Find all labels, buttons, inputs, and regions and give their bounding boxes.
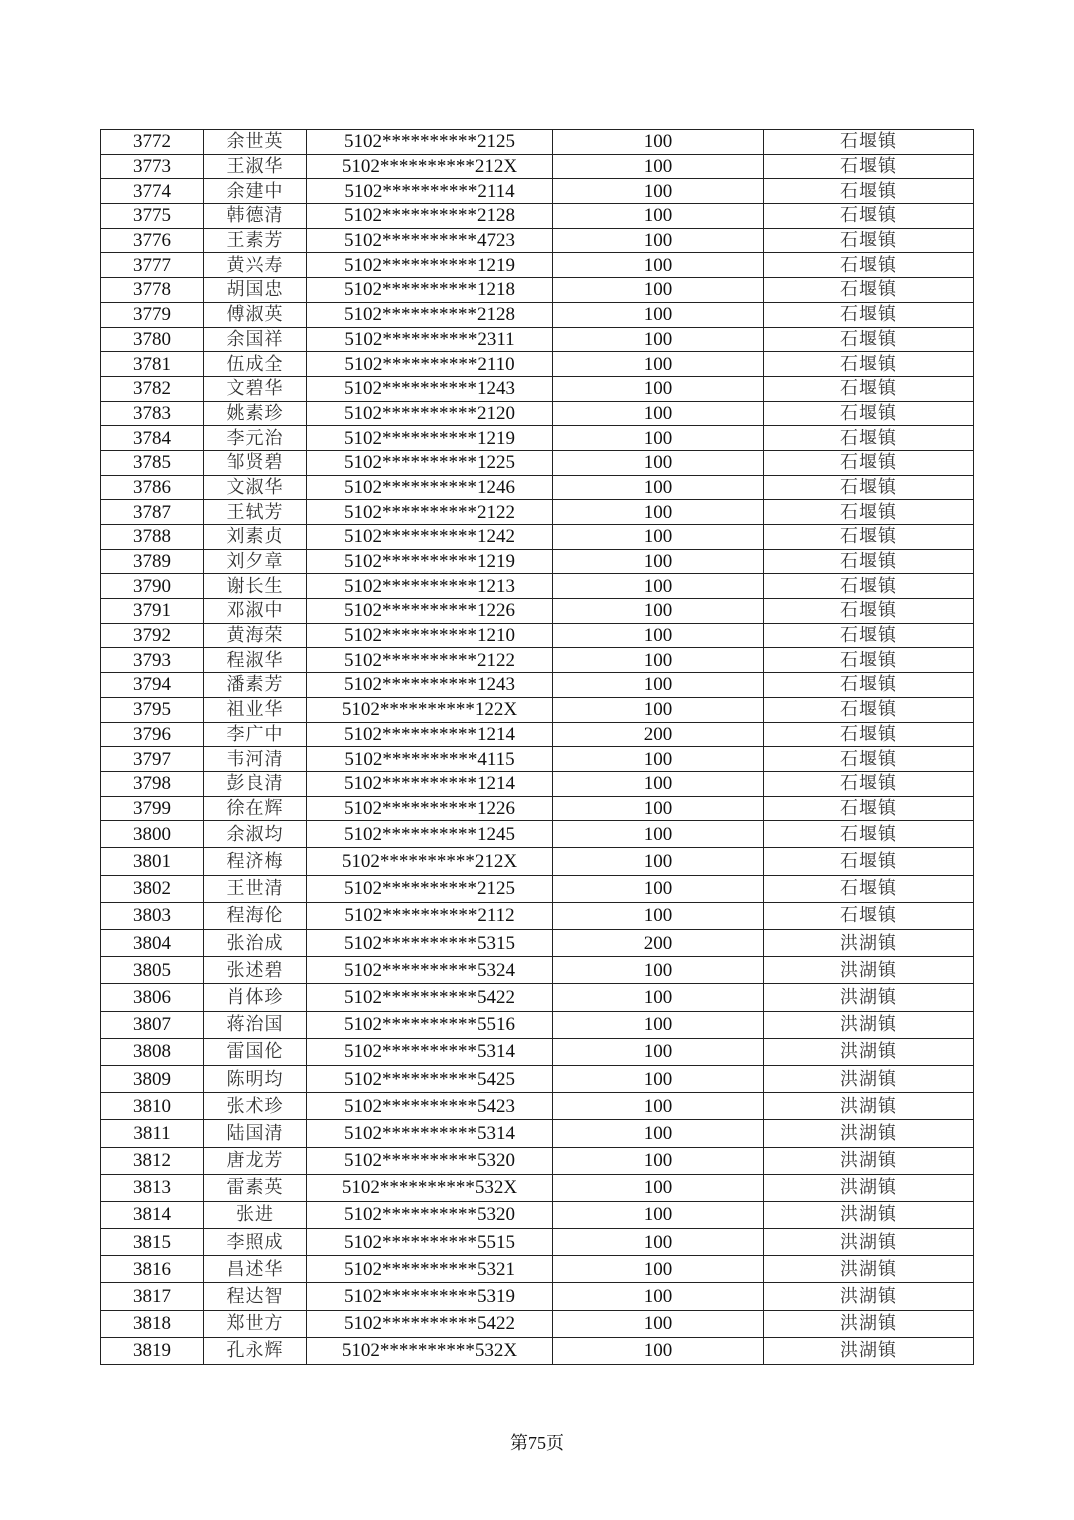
amount-cell: 100: [553, 376, 764, 401]
row-number-cell: 3792: [101, 623, 204, 648]
row-number-cell: 3774: [101, 179, 204, 204]
person-name-cell: 程达智: [204, 1283, 307, 1310]
town-cell: 石堰镇: [764, 848, 974, 875]
amount-cell: 100: [553, 747, 764, 772]
table-row: [101, 228, 974, 253]
row-number-cell: 3811: [101, 1120, 204, 1147]
table-row: [101, 154, 974, 179]
amount-cell: 100: [553, 1337, 764, 1364]
town-cell: 洪湖镇: [764, 1011, 974, 1038]
table-row: [101, 525, 974, 550]
row-number-cell: 3776: [101, 228, 204, 253]
town-cell: 石堰镇: [764, 450, 974, 475]
row-number-cell: 3804: [101, 930, 204, 957]
person-name-cell: 陈明均: [204, 1065, 307, 1092]
town-cell: 洪湖镇: [764, 1093, 974, 1120]
id-number-cell: 5102**********2110: [307, 352, 553, 377]
row-number-cell: 3781: [101, 352, 204, 377]
town-cell: 洪湖镇: [764, 1201, 974, 1228]
amount-cell: 100: [553, 204, 764, 229]
row-number-cell: 3809: [101, 1065, 204, 1092]
row-number-cell: 3793: [101, 648, 204, 673]
id-number-cell: 5102**********5324: [307, 957, 553, 984]
person-name-cell: 谢长生: [204, 574, 307, 599]
table-row: [101, 648, 974, 673]
amount-cell: 100: [553, 821, 764, 848]
id-number-cell: 5102**********2120: [307, 401, 553, 426]
row-number-cell: 3787: [101, 500, 204, 525]
amount-cell: 100: [553, 1093, 764, 1120]
row-number-cell: 3812: [101, 1147, 204, 1174]
person-name-cell: 邹贤碧: [204, 450, 307, 475]
row-number-cell: 3795: [101, 697, 204, 722]
table-row: [101, 253, 974, 278]
id-number-cell: 5102**********2125: [307, 875, 553, 902]
town-cell: 石堰镇: [764, 500, 974, 525]
amount-cell: 100: [553, 302, 764, 327]
town-cell: 石堰镇: [764, 574, 974, 599]
amount-cell: 100: [553, 401, 764, 426]
amount-cell: 100: [553, 253, 764, 278]
table-row: [101, 1310, 974, 1337]
id-number-cell: 5102**********2122: [307, 500, 553, 525]
person-name-cell: 程海伦: [204, 902, 307, 929]
id-number-cell: 5102**********1218: [307, 278, 553, 303]
table-row: [101, 179, 974, 204]
id-number-cell: 5102**********5319: [307, 1283, 553, 1310]
person-name-cell: 雷素英: [204, 1174, 307, 1201]
id-number-cell: 5102**********1243: [307, 673, 553, 698]
town-cell: 洪湖镇: [764, 1256, 974, 1283]
table-row: [101, 327, 974, 352]
person-name-cell: 黄兴寿: [204, 253, 307, 278]
person-name-cell: 雷国伦: [204, 1038, 307, 1065]
table-row: [101, 623, 974, 648]
amount-cell: 100: [553, 525, 764, 550]
id-number-cell: 5102**********5422: [307, 984, 553, 1011]
id-number-cell: 5102**********5422: [307, 1310, 553, 1337]
amount-cell: 200: [553, 930, 764, 957]
table-row: [101, 1093, 974, 1120]
table-row: [101, 1065, 974, 1092]
amount-cell: 100: [553, 130, 764, 155]
id-number-cell: 5102**********2128: [307, 302, 553, 327]
table-row: [101, 821, 974, 848]
row-number-cell: 3805: [101, 957, 204, 984]
table-row: [101, 848, 974, 875]
table-row: [101, 984, 974, 1011]
id-number-cell: 5102**********5423: [307, 1093, 553, 1120]
person-name-cell: 徐在辉: [204, 796, 307, 821]
person-name-cell: 王素芳: [204, 228, 307, 253]
person-name-cell: 唐龙芳: [204, 1147, 307, 1174]
person-name-cell: 余淑均: [204, 821, 307, 848]
amount-cell: 100: [553, 1229, 764, 1256]
id-number-cell: 5102**********532X: [307, 1337, 553, 1364]
row-number-cell: 3796: [101, 722, 204, 747]
person-name-cell: 李元治: [204, 426, 307, 451]
table-row: [101, 500, 974, 525]
amount-cell: 100: [553, 1147, 764, 1174]
id-number-cell: 5102**********5315: [307, 930, 553, 957]
table-row: [101, 1120, 974, 1147]
amount-cell: 100: [553, 278, 764, 303]
amount-cell: 100: [553, 599, 764, 624]
person-name-cell: 王世清: [204, 875, 307, 902]
amount-cell: 100: [553, 984, 764, 1011]
amount-cell: 100: [553, 875, 764, 902]
table-row: [101, 352, 974, 377]
person-name-cell: 黄海荣: [204, 623, 307, 648]
row-number-cell: 3797: [101, 747, 204, 772]
id-number-cell: 5102**********5314: [307, 1038, 553, 1065]
town-cell: 石堰镇: [764, 525, 974, 550]
table-row: [101, 1201, 974, 1228]
person-name-cell: 蒋治国: [204, 1011, 307, 1038]
id-number-cell: 5102**********5321: [307, 1256, 553, 1283]
id-number-cell: 5102**********4723: [307, 228, 553, 253]
row-number-cell: 3802: [101, 875, 204, 902]
amount-cell: 100: [553, 648, 764, 673]
row-number-cell: 3785: [101, 450, 204, 475]
person-name-cell: 王轼芳: [204, 500, 307, 525]
person-name-cell: 昌述华: [204, 1256, 307, 1283]
table-row: [101, 957, 974, 984]
table-row: [101, 278, 974, 303]
table-row: [101, 697, 974, 722]
town-cell: 洪湖镇: [764, 957, 974, 984]
amount-cell: 100: [553, 154, 764, 179]
person-name-cell: 余国祥: [204, 327, 307, 352]
id-number-cell: 5102**********1219: [307, 253, 553, 278]
row-number-cell: 3788: [101, 525, 204, 550]
amount-cell: 100: [553, 1174, 764, 1201]
row-number-cell: 3782: [101, 376, 204, 401]
id-number-cell: 5102**********5515: [307, 1229, 553, 1256]
table-row: [101, 549, 974, 574]
town-cell: 石堰镇: [764, 376, 974, 401]
person-name-cell: 文碧华: [204, 376, 307, 401]
person-name-cell: 肖体珍: [204, 984, 307, 1011]
amount-cell: 100: [553, 352, 764, 377]
town-cell: 石堰镇: [764, 327, 974, 352]
id-number-cell: 5102**********4115: [307, 747, 553, 772]
town-cell: 洪湖镇: [764, 984, 974, 1011]
row-number-cell: 3799: [101, 796, 204, 821]
amount-cell: 100: [553, 1310, 764, 1337]
amount-cell: 100: [553, 549, 764, 574]
id-number-cell: 5102**********1219: [307, 426, 553, 451]
amount-cell: 100: [553, 796, 764, 821]
id-number-cell: 5102**********1214: [307, 722, 553, 747]
row-number-cell: 3778: [101, 278, 204, 303]
row-number-cell: 3784: [101, 426, 204, 451]
town-cell: 石堰镇: [764, 549, 974, 574]
amount-cell: 100: [553, 574, 764, 599]
row-number-cell: 3800: [101, 821, 204, 848]
person-name-cell: 文淑华: [204, 475, 307, 500]
row-number-cell: 3801: [101, 848, 204, 875]
town-cell: 洪湖镇: [764, 1229, 974, 1256]
table-row: [101, 875, 974, 902]
row-number-cell: 3780: [101, 327, 204, 352]
town-cell: 石堰镇: [764, 875, 974, 902]
town-cell: 石堰镇: [764, 204, 974, 229]
person-name-cell: 王淑华: [204, 154, 307, 179]
person-name-cell: 邓淑中: [204, 599, 307, 624]
amount-cell: 100: [553, 228, 764, 253]
id-number-cell: 5102**********5320: [307, 1201, 553, 1228]
person-name-cell: 孔永辉: [204, 1337, 307, 1364]
town-cell: 石堰镇: [764, 722, 974, 747]
row-number-cell: 3790: [101, 574, 204, 599]
records-table-body: [101, 130, 974, 1365]
amount-cell: 100: [553, 1283, 764, 1310]
row-number-cell: 3808: [101, 1038, 204, 1065]
person-name-cell: 余世英: [204, 130, 307, 155]
row-number-cell: 3814: [101, 1201, 204, 1228]
table-row: [101, 376, 974, 401]
table-row: [101, 302, 974, 327]
person-name-cell: 程济梅: [204, 848, 307, 875]
id-number-cell: 5102**********1219: [307, 549, 553, 574]
id-number-cell: 5102**********1214: [307, 771, 553, 796]
amount-cell: 100: [553, 327, 764, 352]
table-row: [101, 1256, 974, 1283]
amount-cell: 100: [553, 426, 764, 451]
town-cell: 洪湖镇: [764, 1337, 974, 1364]
row-number-cell: 3798: [101, 771, 204, 796]
town-cell: 洪湖镇: [764, 1120, 974, 1147]
row-number-cell: 3794: [101, 673, 204, 698]
row-number-cell: 3779: [101, 302, 204, 327]
id-number-cell: 5102**********1245: [307, 821, 553, 848]
person-name-cell: 潘素芳: [204, 673, 307, 698]
town-cell: 洪湖镇: [764, 1065, 974, 1092]
town-cell: 洪湖镇: [764, 1174, 974, 1201]
row-number-cell: 3807: [101, 1011, 204, 1038]
id-number-cell: 5102**********2122: [307, 648, 553, 673]
person-name-cell: 张治成: [204, 930, 307, 957]
person-name-cell: 张述碧: [204, 957, 307, 984]
person-name-cell: 张术珍: [204, 1093, 307, 1120]
id-number-cell: 5102**********1213: [307, 574, 553, 599]
id-number-cell: 5102**********5320: [307, 1147, 553, 1174]
row-number-cell: 3791: [101, 599, 204, 624]
town-cell: 石堰镇: [764, 475, 974, 500]
town-cell: 石堰镇: [764, 673, 974, 698]
table-row: [101, 130, 974, 155]
id-number-cell: 5102**********5425: [307, 1065, 553, 1092]
table-row: [101, 1147, 974, 1174]
town-cell: 石堰镇: [764, 302, 974, 327]
id-number-cell: 5102**********1242: [307, 525, 553, 550]
person-name-cell: 姚素珍: [204, 401, 307, 426]
row-number-cell: 3815: [101, 1229, 204, 1256]
table-row: [101, 1229, 974, 1256]
person-name-cell: 傅淑英: [204, 302, 307, 327]
town-cell: 石堰镇: [764, 278, 974, 303]
table-row: [101, 426, 974, 451]
row-number-cell: 3818: [101, 1310, 204, 1337]
id-number-cell: 5102**********2128: [307, 204, 553, 229]
id-number-cell: 5102**********1243: [307, 376, 553, 401]
table-row: [101, 1011, 974, 1038]
table-row: [101, 747, 974, 772]
person-name-cell: 祖业华: [204, 697, 307, 722]
table-row: [101, 930, 974, 957]
town-cell: 洪湖镇: [764, 1283, 974, 1310]
row-number-cell: 3772: [101, 130, 204, 155]
id-number-cell: 5102**********212X: [307, 848, 553, 875]
person-name-cell: 刘夕章: [204, 549, 307, 574]
person-name-cell: 韩德清: [204, 204, 307, 229]
town-cell: 石堰镇: [764, 821, 974, 848]
table-row: [101, 1283, 974, 1310]
amount-cell: 200: [553, 722, 764, 747]
town-cell: 石堰镇: [764, 228, 974, 253]
town-cell: 洪湖镇: [764, 1310, 974, 1337]
table-row: [101, 1174, 974, 1201]
town-cell: 石堰镇: [764, 426, 974, 451]
table-row: [101, 475, 974, 500]
id-number-cell: 5102**********5314: [307, 1120, 553, 1147]
amount-cell: 100: [553, 1065, 764, 1092]
table-row: [101, 796, 974, 821]
id-number-cell: 5102**********1246: [307, 475, 553, 500]
person-name-cell: 刘素贞: [204, 525, 307, 550]
person-name-cell: 李广中: [204, 722, 307, 747]
amount-cell: 100: [553, 1038, 764, 1065]
amount-cell: 100: [553, 697, 764, 722]
id-number-cell: 5102**********2311: [307, 327, 553, 352]
town-cell: 石堰镇: [764, 796, 974, 821]
page-number: 第75页: [510, 1433, 564, 1453]
town-cell: 石堰镇: [764, 623, 974, 648]
town-cell: 石堰镇: [764, 179, 974, 204]
town-cell: 石堰镇: [764, 154, 974, 179]
amount-cell: 100: [553, 1011, 764, 1038]
amount-cell: 100: [553, 957, 764, 984]
amount-cell: 100: [553, 1201, 764, 1228]
table-row: [101, 574, 974, 599]
person-name-cell: 韦河清: [204, 747, 307, 772]
row-number-cell: 3786: [101, 475, 204, 500]
row-number-cell: 3819: [101, 1337, 204, 1364]
id-number-cell: 5102**********1226: [307, 599, 553, 624]
id-number-cell: 5102**********1210: [307, 623, 553, 648]
row-number-cell: 3813: [101, 1174, 204, 1201]
person-name-cell: 余建中: [204, 179, 307, 204]
town-cell: 石堰镇: [764, 771, 974, 796]
person-name-cell: 郑世方: [204, 1310, 307, 1337]
town-cell: 石堰镇: [764, 902, 974, 929]
table-row: [101, 401, 974, 426]
amount-cell: 100: [553, 1256, 764, 1283]
id-number-cell: 5102**********2112: [307, 902, 553, 929]
id-number-cell: 5102**********1225: [307, 450, 553, 475]
row-number-cell: 3789: [101, 549, 204, 574]
town-cell: 洪湖镇: [764, 1038, 974, 1065]
person-name-cell: 程淑华: [204, 648, 307, 673]
town-cell: 石堰镇: [764, 648, 974, 673]
person-name-cell: 张进: [204, 1201, 307, 1228]
town-cell: 石堰镇: [764, 352, 974, 377]
row-number-cell: 3783: [101, 401, 204, 426]
id-number-cell: 5102**********532X: [307, 1174, 553, 1201]
row-number-cell: 3816: [101, 1256, 204, 1283]
amount-cell: 100: [553, 848, 764, 875]
amount-cell: 100: [553, 771, 764, 796]
town-cell: 石堰镇: [764, 401, 974, 426]
table-row: [101, 450, 974, 475]
id-number-cell: 5102**********122X: [307, 697, 553, 722]
table-row: [101, 673, 974, 698]
person-name-cell: 彭良清: [204, 771, 307, 796]
person-name-cell: 陆国清: [204, 1120, 307, 1147]
amount-cell: 100: [553, 673, 764, 698]
town-cell: 石堰镇: [764, 599, 974, 624]
person-name-cell: 胡国忠: [204, 278, 307, 303]
id-number-cell: 5102**********212X: [307, 154, 553, 179]
table-row: [101, 1337, 974, 1364]
table-row: [101, 722, 974, 747]
table-row: [101, 902, 974, 929]
row-number-cell: 3806: [101, 984, 204, 1011]
amount-cell: 100: [553, 475, 764, 500]
town-cell: 石堰镇: [764, 130, 974, 155]
amount-cell: 100: [553, 902, 764, 929]
id-number-cell: 5102**********2125: [307, 130, 553, 155]
person-name-cell: 伍成全: [204, 352, 307, 377]
amount-cell: 100: [553, 623, 764, 648]
row-number-cell: 3775: [101, 204, 204, 229]
table-row: [101, 1038, 974, 1065]
town-cell: 石堰镇: [764, 697, 974, 722]
row-number-cell: 3777: [101, 253, 204, 278]
row-number-cell: 3773: [101, 154, 204, 179]
amount-cell: 100: [553, 500, 764, 525]
amount-cell: 100: [553, 450, 764, 475]
id-number-cell: 5102**********5516: [307, 1011, 553, 1038]
person-name-cell: 李照成: [204, 1229, 307, 1256]
table-row: [101, 771, 974, 796]
amount-cell: 100: [553, 1120, 764, 1147]
town-cell: 洪湖镇: [764, 1147, 974, 1174]
town-cell: 石堰镇: [764, 747, 974, 772]
row-number-cell: 3817: [101, 1283, 204, 1310]
town-cell: 石堰镇: [764, 253, 974, 278]
records-table: [100, 129, 974, 1365]
amount-cell: 100: [553, 179, 764, 204]
row-number-cell: 3810: [101, 1093, 204, 1120]
id-number-cell: 5102**********2114: [307, 179, 553, 204]
id-number-cell: 5102**********1226: [307, 796, 553, 821]
table-row: [101, 204, 974, 229]
table-row: [101, 599, 974, 624]
town-cell: 洪湖镇: [764, 930, 974, 957]
row-number-cell: 3803: [101, 902, 204, 929]
